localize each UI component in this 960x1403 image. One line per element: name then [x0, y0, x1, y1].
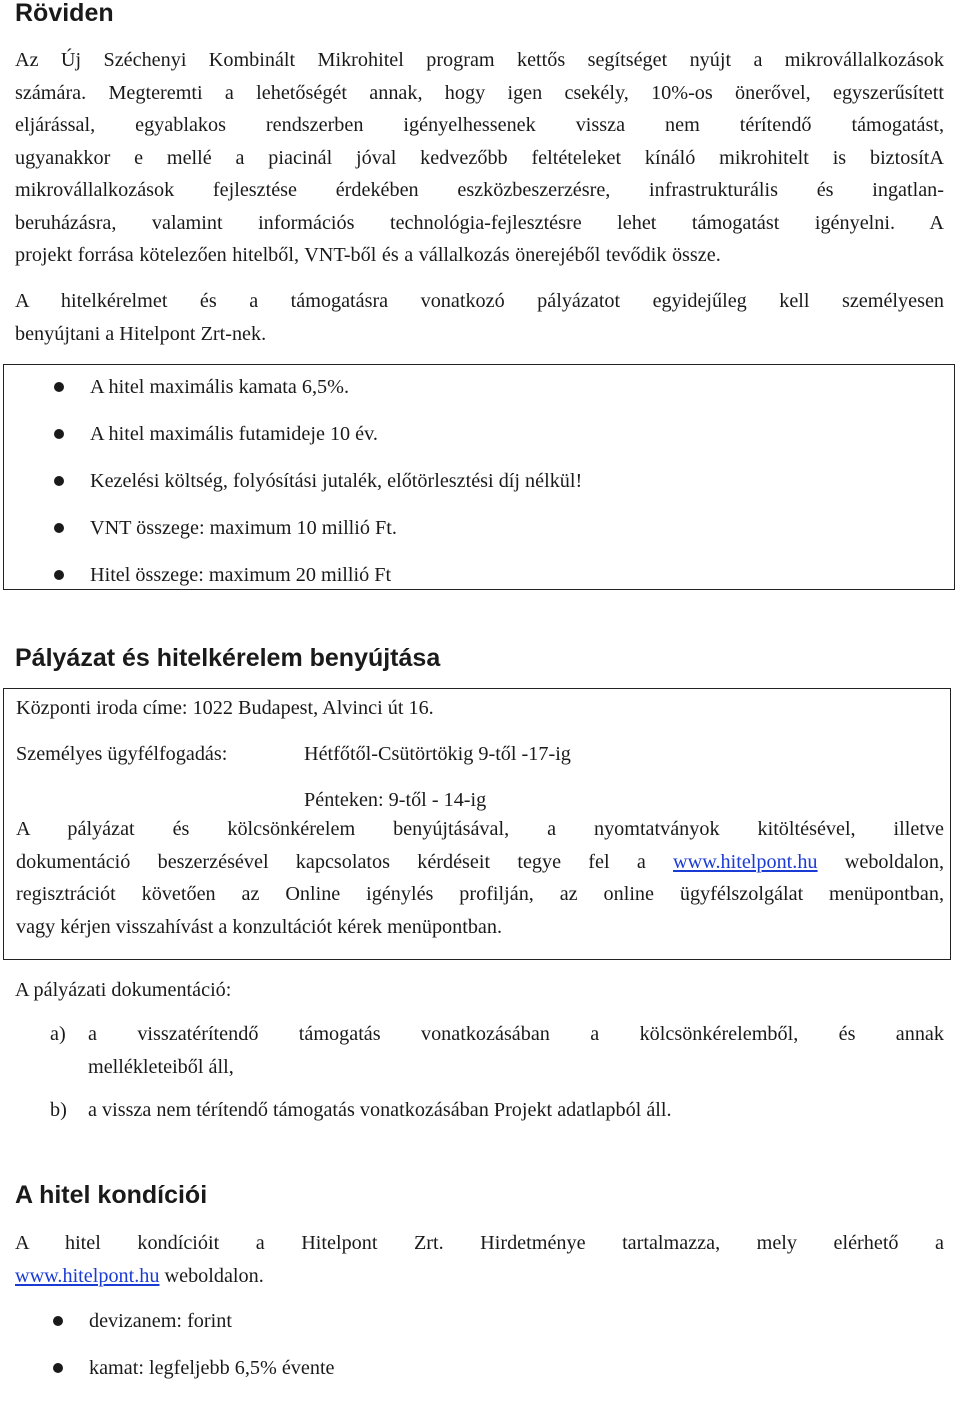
- key-terms-list: [4, 375, 954, 610]
- hitelpont-link[interactable]: www.hitelpont.hu: [15, 1264, 160, 1287]
- bullet-icon: [54, 476, 64, 486]
- submission-note: [15, 285, 944, 350]
- list-item: [4, 422, 954, 469]
- submission-line: A hitelkérelmet és a támogatásra vonatkozó pályázatot egyidejűleg kell személyesen: [15, 290, 944, 312]
- reception-label: Személyes ügyfélfogadás:: [16, 743, 228, 765]
- documentation-item-text: a visszatérítendő támogatás vonatkozásában a kölcsönkérelemből, és annak: [88, 1023, 944, 1045]
- documentation-item-text: a vissza nem térítendő támogatás vonatkozásában Projekt adatlapból áll.: [88, 1099, 672, 1121]
- list-item: [3, 1309, 943, 1356]
- list-item: [4, 469, 954, 516]
- summary-heading: Röviden: [15, 0, 114, 27]
- documentation-item: [50, 1094, 944, 1127]
- info-line: [16, 846, 944, 879]
- application-section-title: Pályázat és hitelkérelem benyújtása: [15, 644, 441, 672]
- info-line: regisztrációt követően az Online igénylés profilján, az online ügyfélszolgálat menüpontban,: [16, 883, 944, 905]
- list-item-text: devizanem: forint: [89, 1310, 232, 1332]
- info-line: A pályázat és kölcsönkérelem benyújtásával, a nyomtatványok kitöltésével, illetve: [16, 818, 944, 840]
- list-item-text: Hitel összege: maximum 20 millió Ft: [90, 564, 392, 586]
- list-item-text: A hitel maximális kamata 6,5%.: [90, 376, 350, 398]
- conditions-list: [3, 1309, 943, 1403]
- conditions-text: weboldalon.: [159, 1264, 264, 1287]
- bullet-icon: [54, 523, 64, 533]
- intro-line: ugyanakkor e mellé a piacinál jóval kedvezőbb feltételeket kínáló mikrohitelt is biztosítA: [15, 146, 944, 169]
- info-line: vagy kérjen visszahívást a konzultációt kérek menüpontban.: [16, 915, 503, 938]
- info-text: dokumentáció beszerzésével kapcsolatos kérdéseit tegye fel a: [16, 850, 646, 873]
- list-item-text: A hitel maximális futamideje 10 év.: [90, 423, 378, 445]
- reception-hours-friday: Pénteken: 9-től - 14-ig: [304, 789, 487, 811]
- intro-paragraph: [15, 44, 944, 272]
- submission-line: benyújtani a Hitelpont Zrt-nek.: [15, 322, 267, 345]
- documentation-heading: A pályázati dokumentáció:: [15, 979, 232, 1001]
- documentation-item-label: a): [50, 1023, 66, 1045]
- documentation-item-text: mellékleteiből áll,: [88, 1055, 234, 1078]
- intro-line: eljárással, egyablakos rendszerben igényelhessenek vissza nem térítendő támogatást,: [15, 114, 944, 136]
- list-item-text: Kezelési költség, folyósítási jutalék, előtörlesztési díj nélkül!: [90, 470, 583, 492]
- intro-line: mikrovállalkozások fejlesztése érdekében eszközbeszerzésre, infrastrukturális és ingatlan-: [15, 179, 944, 201]
- list-item-text: kamat: legfeljebb 6,5% évente: [89, 1357, 335, 1379]
- list-item: [4, 375, 954, 422]
- documentation-item-label: b): [50, 1099, 67, 1121]
- conditions-section-title: A hitel kondíciói: [15, 1181, 208, 1209]
- list-item: [4, 516, 954, 563]
- conditions-list-wrapper: [3, 1309, 943, 1403]
- reception-hours-weekdays: Hétfőtől-Csütörtökig 9-től -17-ig: [304, 743, 571, 765]
- intro-line: Az Új Széchenyi Kombinált Mikrohitel program kettős segítséget nyújt a mikrovállalkozások: [15, 49, 944, 71]
- application-info-paragraph: [16, 813, 944, 943]
- bullet-icon: [53, 1316, 63, 1326]
- conditions-paragraph: [15, 1227, 944, 1292]
- office-address: Központi iroda címe: 1022 Budapest, Alvinci út 16.: [16, 697, 434, 719]
- info-text: weboldalon,: [844, 850, 945, 873]
- conditions-line: A hitel kondícióit a Hitelpont Zrt. Hirdetménye tartalmazza, mely elérhető a: [15, 1232, 944, 1254]
- key-terms-box: [3, 364, 955, 590]
- bullet-icon: [54, 429, 64, 439]
- intro-line: beruházásra, valamint információs technológia-fejlesztésre lehet támogatást igényelni. A: [15, 211, 944, 234]
- bullet-icon: [53, 1363, 63, 1373]
- intro-line: projekt forrása kötelezően hitelből, VNT-ből és a vállalkozás önerejéből tevődik össze.: [15, 244, 721, 266]
- intro-line: számára. Megteremti a lehetőségét annak, hogy igen csekély, 10%-os önerővel, egyszerűsített: [15, 81, 944, 104]
- list-item-text: VNT összege: maximum 10 millió Ft.: [90, 517, 397, 539]
- hitelpont-link[interactable]: www.hitelpont.hu: [673, 850, 818, 873]
- application-info-box: [3, 688, 951, 960]
- bullet-icon: [54, 570, 64, 580]
- documentation-item: [50, 1018, 944, 1083]
- bullet-icon: [54, 382, 64, 392]
- conditions-line: [15, 1260, 944, 1293]
- list-item: [3, 1356, 943, 1403]
- list-item: [4, 563, 954, 610]
